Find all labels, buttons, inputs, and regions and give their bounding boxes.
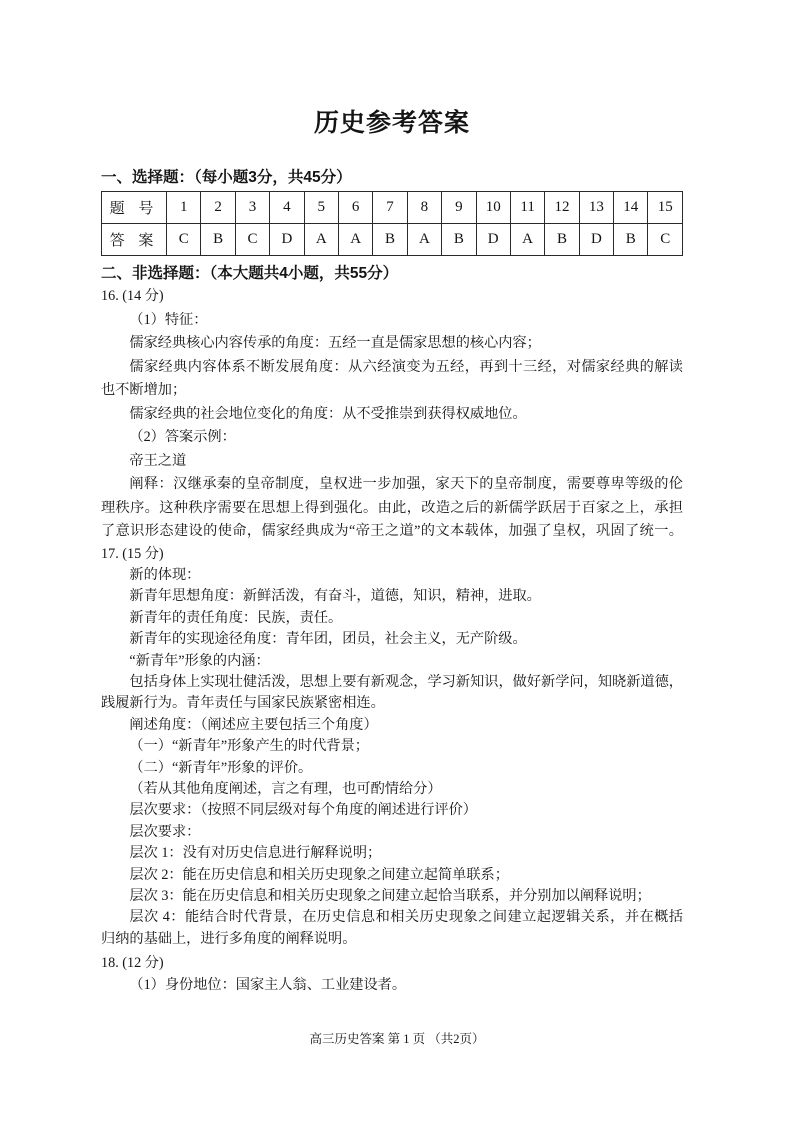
answer-cell: A [407, 224, 441, 256]
question-number-cell: 10 [476, 192, 510, 224]
answer-line: 帝王之道 [129, 452, 187, 469]
answer-line: （若从其他角度阐述，言之有理，也可酌情给分） [129, 780, 442, 797]
question-number-cell: 11 [510, 192, 544, 224]
answer-table [101, 191, 683, 256]
answer-line: 层次 2：能在历史信息和相关历史现象之间建立起简单联系； [129, 866, 509, 883]
answer-line: 16. (14 分) [101, 288, 164, 304]
answer-cell: B [614, 224, 648, 256]
question-number-cell: 1 [167, 192, 201, 224]
choice-section-heading: 一、选择题：（每小题3分，共45分） [101, 169, 352, 186]
answer-line: 新青年的责任角度：民族，责任。 [129, 609, 343, 626]
answer-cell: A [338, 224, 372, 256]
answer-line: 也不断增加； [101, 382, 187, 398]
answer-line: 理秩序。这种秩序需要在思想上得到强化。由此，改造之后的新儒学跃居于百家之上，承担 [101, 499, 683, 516]
answer-line: 儒家经典核心内容传承的角度：五经一直是儒家思想的核心内容； [129, 335, 541, 351]
answer-line: （二）“新青年”形象的评价。 [129, 759, 313, 776]
answer-cell: D [270, 224, 304, 256]
question-number-cell: 2 [201, 192, 235, 224]
question-number-cell: 15 [648, 192, 683, 224]
answer-line: 包括身体上实现壮健活泼，思想上要有新观念，学习新知识，做好新学问，知晓新道德， [129, 673, 683, 690]
page-title: 历史参考答案 [313, 109, 470, 137]
answer-line: 新的体现： [129, 566, 201, 583]
answer-cell: B [373, 224, 407, 256]
answer-line: 新青年的实现途径角度：青年团，团员，社会主义，无产阶级。 [129, 631, 527, 648]
answer-line: 儒家经典内容体系不断发展角度：从六经演变为五经，再到十三经，对儒家经典的解读 [129, 358, 683, 375]
answer-cell: A [510, 224, 544, 256]
answer-line: 儒家经典的社会地位变化的角度：从不受推崇到获得权威地位。 [129, 405, 527, 422]
answer-row [102, 224, 683, 256]
answer-line: 层次要求：（按照不同层级对每个角度的阐述进行评价） [129, 802, 477, 819]
question-number-cell: 9 [442, 192, 476, 224]
answer-line: 层次 1：没有对历史信息进行解释说明； [129, 845, 382, 862]
answer-line: 新青年思想角度：新鲜活泼，有奋斗，道德，知识，精神，进取。 [129, 588, 541, 605]
question-18-answer [101, 952, 683, 996]
answer-line: （一）“新青年”形象产生的时代背景； [129, 738, 369, 755]
answer-line: 归纳的基础上，进行多角度的阐释说明。 [101, 930, 357, 947]
answer-line: 阐释：汉继承秦的皇帝制度，皇权进一步加强，家天下的皇帝制度，需要尊卑等级的伦 [129, 476, 683, 492]
answer-line: 了意识形态建设的使命，儒家经典成为“帝王之道”的文本载体，加强了皇权，巩固了统一。 [101, 523, 683, 539]
row-header-answer: 答 案 [102, 224, 167, 256]
answer-line: （2）答案示例： [129, 429, 236, 445]
question-number-row [102, 192, 683, 224]
answer-cell: C [167, 224, 201, 256]
question-16-answer [101, 285, 683, 544]
free-response-section-heading: 二、非选择题：（本大题共4小题，共55分） [101, 265, 399, 282]
question-number-cell: 5 [304, 192, 338, 224]
question-number-cell: 12 [545, 192, 579, 224]
answer-cell: B [545, 224, 579, 256]
question-number-cell: 13 [579, 192, 613, 224]
answer-cell: A [304, 224, 338, 256]
answer-line: 18. (12 分) [101, 955, 164, 972]
answer-line: “新青年”形象的内涵： [129, 652, 270, 669]
answer-cell: D [476, 224, 510, 256]
question-number-cell: 4 [270, 192, 304, 224]
answer-line: （1）特征： [129, 311, 208, 328]
answer-line: 践履新行为。青年责任与国家民族紧密相连。 [101, 695, 385, 712]
answer-cell: B [442, 224, 476, 256]
answer-cell: D [579, 224, 613, 256]
question-number-cell: 8 [407, 192, 441, 224]
question-number-cell: 14 [614, 192, 648, 224]
row-header-question-number: 题 号 [102, 192, 167, 224]
answer-cell: C [235, 224, 269, 256]
answer-line: 17. (15 分) [101, 545, 164, 562]
question-number-cell: 6 [338, 192, 372, 224]
answer-line: 层次要求： [129, 823, 201, 840]
page-footer: 高三历史答案 第 1 页 （共2页） [309, 1032, 485, 1046]
question-number-cell: 7 [373, 192, 407, 224]
answer-cell: B [201, 224, 235, 256]
question-number-cell: 3 [235, 192, 269, 224]
question-17-answer [101, 544, 683, 951]
answer-line: 阐述角度：（阐述应主要包括三个角度） [129, 716, 378, 733]
answer-cell: C [648, 224, 683, 256]
answer-line: （1）身份地位：国家主人翁、工业建设者。 [129, 977, 407, 994]
answer-line: 层次 4：能结合时代背景，在历史信息和相关历史现象之间建立起逻辑关系，并在概括 [129, 909, 683, 926]
answer-line: 层次 3：能在历史信息和相关历史现象之间建立起恰当联系，并分别加以阐释说明； [129, 888, 651, 904]
